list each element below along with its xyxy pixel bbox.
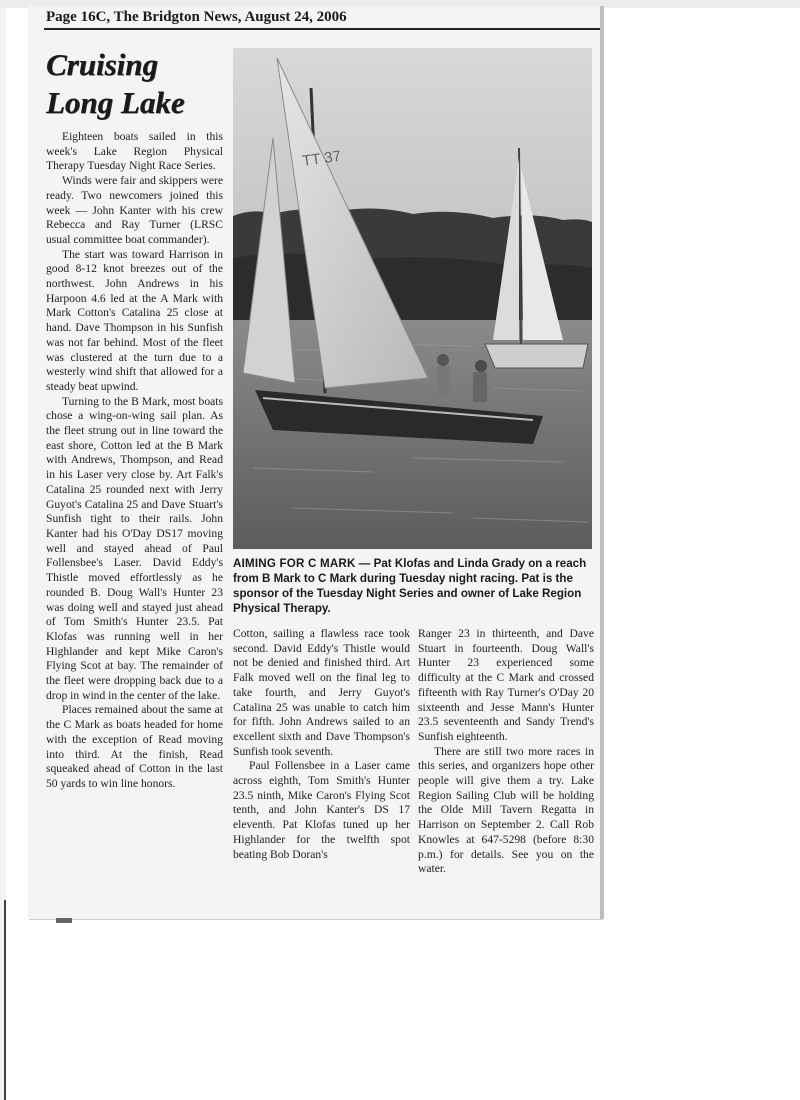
paragraph: Turning to the B Mark, most boats chose a wing-on-wing sail plan. As the fleet strung out in line toward the east shore, Cotton led at the B Mark with Andrews, Thompson, and Read in his Laser very close by. Art Falk's Catalina 25 rounded next with Jerry Guyot's Catalina 25 and Dave Stuart's Sunfish tight to their rails. John Kanter had his O'Day DS17 moving well and stayed ahead of Paul Follensbee's Laser. David Eddy's Thistle moved effortlessly as he rounded B. Doug Wall's Hunter 23 was doing well and stayed just ahead of Tom Smith's Hunter 23.5. Pat Klofas was running well in her Highlander and kept Mike Caron's Flying Scot at bay. The remainder of the fleet were dropping back due to a drop in wind in the center of the lake. xyxy=(46,394,223,702)
photo-caption xyxy=(233,556,595,616)
headline-line-1: Cruising xyxy=(46,47,159,82)
sail-number: TT 37 xyxy=(301,147,343,170)
paragraph: Paul Follensbee in a Laser came across eighth, Tom Smith's Hunter 23.5 ninth, Mike Caron's Flying Scot tenth, and John Kanter's DS 17 eleventh. Pat Klofas tuned up her Highlander for the twelfth spot beating Bob Doran's xyxy=(233,759,410,861)
caption-lead: AIMING FOR C MARK xyxy=(233,557,356,570)
headline-line-2: Long Lake xyxy=(46,85,185,120)
paragraph: Winds were fair and skippers were ready. Two newcomers joined this week — John Kanter with his crew Rebecca and Ray Turner (LRSC usual committee boat commander). xyxy=(46,174,223,246)
corner-mark xyxy=(56,918,72,923)
headline xyxy=(46,46,231,122)
paragraph: There are still two more races in this series, and organizers hope other people will give them a try. Lake Region Sailing Club will be holding the Olde Mill Tavern Regatta in Harrison on September 2. Call Rob Knowles at 647-5298 (before 8:30 p.m.) for details. See you on the water. xyxy=(418,744,594,876)
page-header: Page 16C, The Bridgton News, August 24, 2006 xyxy=(46,9,347,25)
sailboat-photo xyxy=(233,48,592,549)
paragraph: Ranger 23 in thirteenth, and Dave Stuart in fourteenth. Doug Wall's Hunter 23 experienced some difficulty at the C Mark and crossed fifteenth with Ray Turner's O'Day 20 sixteenth and Jesse Mann's Hunter 23.5 seventeenth and Sandy Trend's Sunfish eighteenth. xyxy=(418,627,594,743)
paragraph: The start was toward Harrison in good 8-12 knot breezes out of the northwest. John Andrews in his Harpoon 4.6 led at the A Mark with Mark Cotton's Catalina 25 close at hand. Dave Thompson in his Sunfish was not far behind. Most of the fleet was clustered at the turn due to a westerly wind shift that allowed for a steady beat upwind. xyxy=(46,247,223,393)
article-column-1 xyxy=(46,130,223,792)
paragraph: Cotton, sailing a flawless race took second. David Eddy's Thistle would not be denied and finished third. Art Falk moved well on the final leg to take fourth, and Jerry Guyot's Catalina 25 was unable to catch him for fifth. John Andrews sailed to an excellent sixth and Dave Thompson's Sunfish took seventh. xyxy=(233,627,410,758)
clipping-shadow-right xyxy=(600,6,604,919)
paragraph: Eighteen boats sailed in this week's Lake Region Physical Therapy Tuesday Night Race Series. xyxy=(46,130,223,173)
paragraph: Places remained about the same at the C Mark as boats headed for home with the exception of Read moving into third. At the finish, Read squeaked ahead of Cotton in the last 50 yards to win line honors. xyxy=(46,703,223,790)
article-column-3 xyxy=(418,627,594,877)
header-rule xyxy=(44,28,600,30)
sailboat-photo-illustration xyxy=(233,48,592,549)
article-column-2 xyxy=(233,627,410,862)
scanner-edge-mark xyxy=(4,900,6,1100)
caption-text: — Pat Klofas and Linda Grady on a reach from B Mark to C Mark during Tuesday night racing. Pat is the sponsor of the Tuesday Night Series and owner of Lake Region Physical Therapy. xyxy=(233,557,587,615)
